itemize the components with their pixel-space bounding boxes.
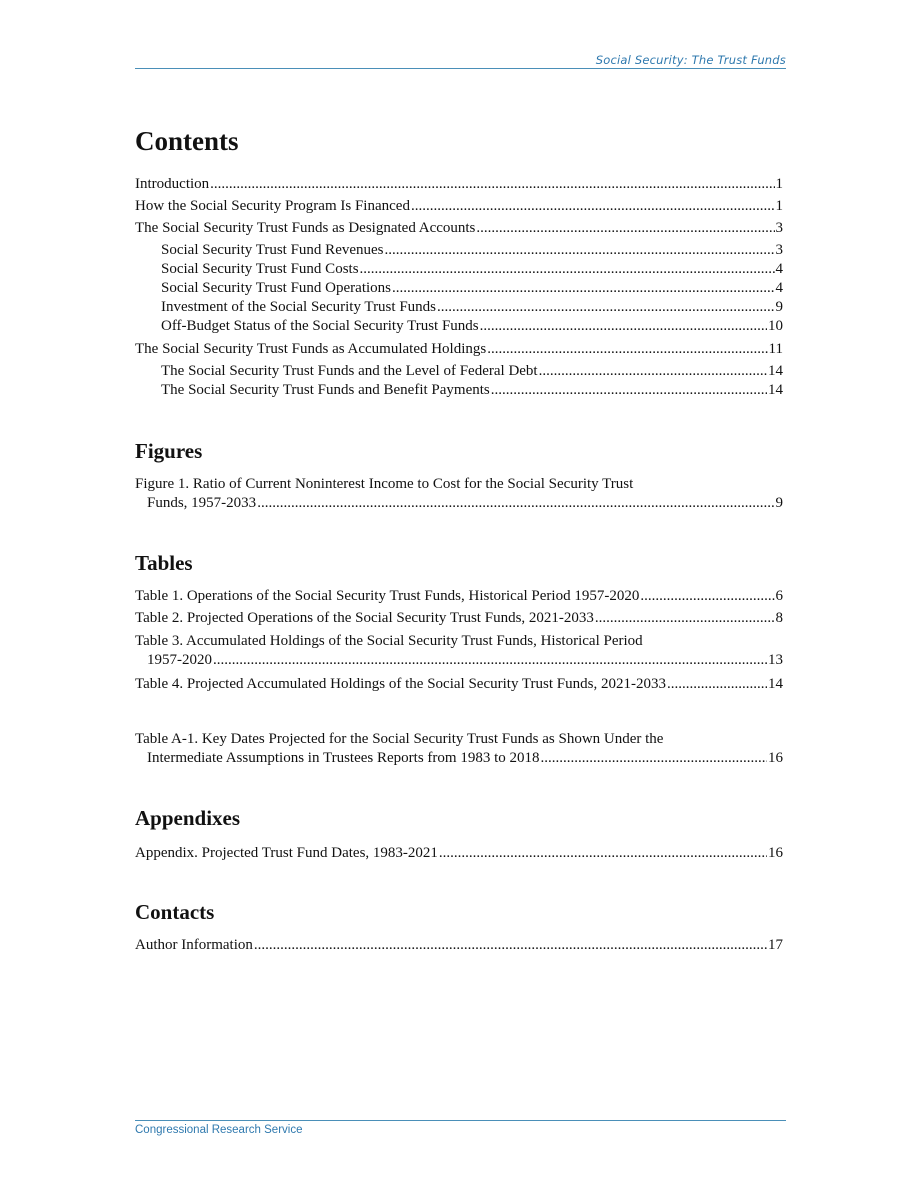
toc-entry-title: The Social Security Trust Funds and the Level of Federal Debt bbox=[161, 363, 538, 379]
dot-leader bbox=[540, 748, 767, 768]
table-3-first-line[interactable]: Table 3. Accumulated Holdings of the Social Security Trust Funds, Historical Period bbox=[135, 633, 643, 649]
toc-entry-investment[interactable] bbox=[161, 297, 783, 317]
toc-entry-title: Table 2. Projected Operations of the Social Security Trust Funds, 2021-2033 bbox=[135, 610, 594, 626]
toc-entry-operations[interactable] bbox=[161, 278, 783, 298]
dot-leader bbox=[640, 586, 774, 606]
toc-entry-page: 6 bbox=[775, 588, 783, 604]
toc-entry-page: 8 bbox=[775, 610, 783, 626]
dot-leader bbox=[360, 259, 775, 279]
toc-entry-figure-1[interactable] bbox=[147, 493, 783, 513]
toc-entry-page: 9 bbox=[775, 495, 783, 511]
toc-entry-title: Funds, 1957-2033 bbox=[147, 495, 257, 511]
dot-leader bbox=[392, 278, 774, 298]
tables-heading: Tables bbox=[135, 551, 193, 575]
toc-entry-table-3[interactable] bbox=[147, 650, 783, 670]
dot-leader bbox=[539, 361, 767, 381]
dot-leader bbox=[476, 218, 774, 238]
table-a1-first-line[interactable]: Table A-1. Key Dates Projected for the Social Security Trust Funds as Shown Under the bbox=[135, 731, 664, 747]
toc-entry-page: 4 bbox=[775, 261, 783, 277]
toc-entry-table-4[interactable] bbox=[135, 674, 783, 694]
toc-entry-title: Table 1. Operations of the Social Security Trust Funds, Historical Period 1957-2020 bbox=[135, 588, 640, 604]
toc-entry-title: Appendix. Projected Trust Fund Dates, 1983-2021 bbox=[135, 845, 438, 861]
toc-entry-title: The Social Security Trust Funds and Benefit Payments bbox=[161, 382, 490, 398]
toc-entry-accumulated-holdings[interactable] bbox=[135, 339, 783, 359]
figure-1-first-line[interactable]: Figure 1. Ratio of Current Noninterest Income to Cost for the Social Security Trust bbox=[135, 476, 634, 492]
toc-entry-title: Intermediate Assumptions in Trustees Reports from 1983 to 2018 bbox=[147, 750, 540, 766]
toc-entry-page: 14 bbox=[768, 676, 783, 692]
dot-leader bbox=[439, 843, 767, 863]
toc-entry-introduction[interactable] bbox=[135, 174, 783, 194]
toc-entry-table-2[interactable] bbox=[135, 608, 783, 628]
footer bbox=[135, 1120, 786, 1136]
toc-entry-page: 11 bbox=[768, 341, 783, 357]
toc-entry-federal-debt[interactable] bbox=[161, 361, 783, 381]
dot-leader bbox=[385, 240, 775, 260]
toc-entry-page: 16 bbox=[768, 845, 783, 861]
dot-leader bbox=[213, 650, 767, 670]
toc-entry-page: 9 bbox=[775, 299, 783, 315]
toc-entry-table-a1[interactable] bbox=[147, 748, 783, 768]
appendixes-heading: Appendixes bbox=[135, 806, 241, 830]
toc-entry-page: 3 bbox=[775, 242, 783, 258]
toc-entry-designated-accounts[interactable] bbox=[135, 218, 783, 238]
dot-leader bbox=[487, 339, 767, 359]
dot-leader bbox=[437, 297, 775, 317]
toc-entry-author-information[interactable] bbox=[135, 935, 783, 955]
toc-entry-financing[interactable] bbox=[135, 196, 783, 216]
toc-entry-title: Investment of the Social Security Trust Funds bbox=[161, 299, 436, 315]
toc-entry-page: 14 bbox=[768, 382, 783, 398]
toc-entry-title: Off-Budget Status of the Social Security Trust Funds bbox=[161, 318, 479, 334]
toc-entry-off-budget[interactable] bbox=[161, 316, 783, 336]
dot-leader bbox=[411, 196, 775, 216]
toc-entry-page: 4 bbox=[775, 280, 783, 296]
toc-entry-page: 1 bbox=[775, 198, 783, 214]
dot-leader bbox=[480, 316, 767, 336]
dot-leader bbox=[210, 174, 774, 194]
dot-leader bbox=[257, 493, 774, 513]
toc-entry-title: The Social Security Trust Funds as Designated Accounts bbox=[135, 220, 476, 236]
contents-heading: Contents bbox=[135, 126, 239, 156]
toc-entry-title: Social Security Trust Fund Revenues bbox=[161, 242, 384, 258]
toc-entry-revenues[interactable] bbox=[161, 240, 783, 260]
running-header bbox=[135, 53, 786, 69]
toc-entry-title: The Social Security Trust Funds as Accumulated Holdings bbox=[135, 341, 487, 357]
dot-leader bbox=[595, 608, 775, 628]
footer-org: Congressional Research Service bbox=[135, 1124, 303, 1136]
toc-entry-title: How the Social Security Program Is Financed bbox=[135, 198, 410, 214]
toc-entry-title: Table 4. Projected Accumulated Holdings of the Social Security Trust Funds, 2021-2033 bbox=[135, 676, 666, 692]
toc-entry-page: 1 bbox=[775, 176, 783, 192]
dot-leader bbox=[491, 380, 767, 400]
toc-entry-page: 14 bbox=[768, 363, 783, 379]
toc-entry-page: 13 bbox=[768, 652, 783, 668]
toc-entry-title: Social Security Trust Fund Operations bbox=[161, 280, 392, 296]
contacts-heading: Contacts bbox=[135, 900, 215, 924]
toc-entry-page: 3 bbox=[775, 220, 783, 236]
toc-entry-costs[interactable] bbox=[161, 259, 783, 279]
toc-entry-title: 1957-2020 bbox=[147, 652, 212, 668]
toc-entry-title: Author Information bbox=[135, 937, 253, 953]
running-title: Social Security: The Trust Funds bbox=[595, 53, 786, 67]
toc-entry-table-1[interactable] bbox=[135, 586, 783, 606]
dot-leader bbox=[254, 935, 767, 955]
toc-entry-title: Social Security Trust Fund Costs bbox=[161, 261, 359, 277]
toc-entry-title: Introduction bbox=[135, 176, 210, 192]
figures-heading: Figures bbox=[135, 439, 203, 463]
toc-entry-benefit-payments[interactable] bbox=[161, 380, 783, 400]
toc-entry-appendix[interactable] bbox=[135, 843, 783, 863]
toc-entry-page: 10 bbox=[768, 318, 783, 334]
dot-leader bbox=[667, 674, 767, 694]
toc-entry-page: 17 bbox=[768, 937, 783, 953]
toc-entry-page: 16 bbox=[768, 750, 783, 766]
